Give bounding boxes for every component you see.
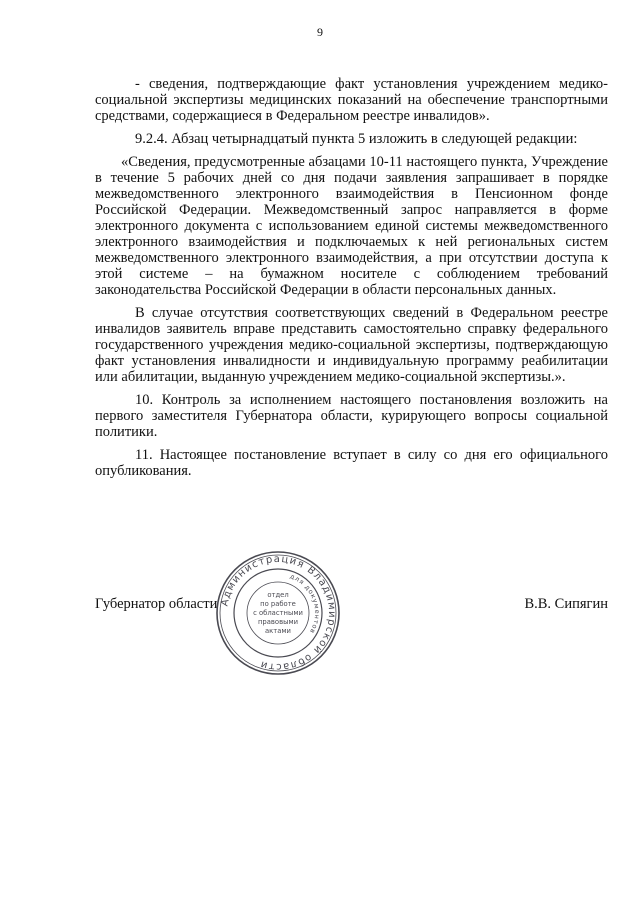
stamp-outer-text: Администрация Владимирской области xyxy=(219,553,338,673)
official-seal-stamp xyxy=(215,550,341,676)
paragraph-entry-into-force: 11. Настоящее постановление вступает в силу со дня его официального опубликования. xyxy=(95,447,608,479)
stamp-center-line: с областными xyxy=(253,609,303,617)
stamp-center-line: отдел xyxy=(267,591,289,599)
signatory-title: Губернатор области xyxy=(95,596,218,612)
stamp-center-line: по работе xyxy=(260,600,296,608)
paragraph-medical-indications: - сведения, подтверждающие факт установления учреждением медико-социальной экспертизы медицинских показаний на обеспечение транспортными средствами, содержащиеся в Федеральном реестре инвалидов». xyxy=(95,76,608,124)
stamp-center-text xyxy=(253,591,303,635)
document-body xyxy=(95,76,608,479)
paragraph-control-clause: 10. Контроль за исполнением настоящего постановления возложить на первого заместителя Губернатора области, курирующего вопросы социальной политики. xyxy=(95,392,608,440)
stamp-center-line: актами xyxy=(265,627,291,635)
paragraph-amendment-heading: 9.2.4. Абзац четырнадцатый пункта 5 изложить в следующей редакции: xyxy=(135,131,578,147)
page-number: 9 xyxy=(317,25,323,39)
stamp-inner-ring-text: для документов xyxy=(288,572,322,636)
signature-block xyxy=(95,596,608,616)
paragraph-absent-data: В случае отсутствия соответствующих сведений в Федеральном реестре инвалидов заявитель вправе представить самостоятельно справку федерального государственного учреждения медико-социальной экспертизы, подтверждающую факт установления инвалидности и индивидуальную программу реабилитации или абилитации, выданную учреждением медико-социальной экспертизы.». xyxy=(95,305,608,385)
signatory-name: В.В. Сипягин xyxy=(524,596,608,612)
paragraph-quoted-information: «Сведения, предусмотренные абзацами 10-11 настоящего пункта, Учреждение в течение 5 рабочих дней со дня подачи заявления запрашивает в порядке межведомственного электронного взаимодействия в Пенсионном фонде Российской Федерации. Межведомственный запрос направляется в форме электронного документа с использованием единой системы межведомственного электронного взаимодействия и подключаемых к ней региональных систем межведомственного электронного взаимодействия, а при отсутствии доступа к этой системе – на бумажном носителе с соблюдением требований законодательства Российской Федерации в области персональных данных. xyxy=(95,154,608,298)
stamp-center-line: правовыми xyxy=(257,618,299,626)
